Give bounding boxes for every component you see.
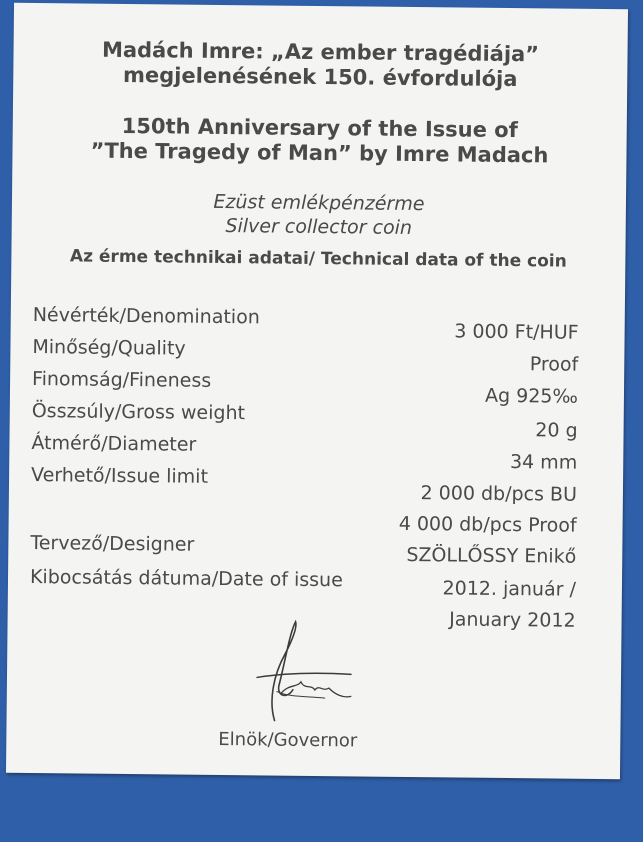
title-en-line-2: ”The Tragedy of Man” by Imre Madach [90,138,549,168]
coin-type [12,188,626,242]
denomination-value: 3 000 Ft/HUF [454,320,579,344]
quality-value: Proof [529,353,579,376]
issue-limit-value-proof: 4 000 db/pcs Proof [398,512,577,537]
designer-value: SZÖLLŐSSY Enikő [406,543,577,568]
denomination-label: Névérték/Denomination [32,304,260,329]
gross-weight-value: 20 g [535,419,578,442]
title-en-line-1: 150th Anniversary of the Issue of [121,113,518,143]
date-of-issue-value-en: January 2012 [449,608,576,632]
designer-label: Tervező/Designer [30,532,195,556]
title-hu-line-1: Madách Imre: „Az ember tragédiája” [101,37,540,67]
coin-type-en: Silver collector coin [225,215,413,239]
technical-data-heading: Az érme technikai adatai/ Technical data of the coin [69,246,567,272]
coin-type-hu: Ezüst emlékpénzérme [213,190,425,216]
gross-weight-label: Összsúly/Gross weight [31,400,246,425]
governor-signature [246,617,357,728]
issue-limit-value-bu: 2 000 db/pcs BU [420,482,578,506]
fineness-value: Ag 925‰ [484,384,579,408]
title-hu-line-2: megjelenésének 150. évfordulója [122,62,518,92]
certificate-card [6,3,628,779]
title-english [12,113,626,169]
quality-label: Minőség/Quality [32,336,186,360]
title-hungarian [13,37,627,93]
diameter-label: Átmérő/Diameter [31,432,197,456]
issue-limit-label: Verhető/Issue limit [30,464,209,488]
fineness-label: Finomság/Fineness [31,368,212,392]
date-of-issue-value-hu: 2012. január / [442,577,577,601]
governor-title: Elnök/Governor [218,728,358,752]
diameter-value: 34 mm [509,451,578,474]
date-of-issue-label: Kibocsátás dátuma/Date of issue [29,566,343,592]
